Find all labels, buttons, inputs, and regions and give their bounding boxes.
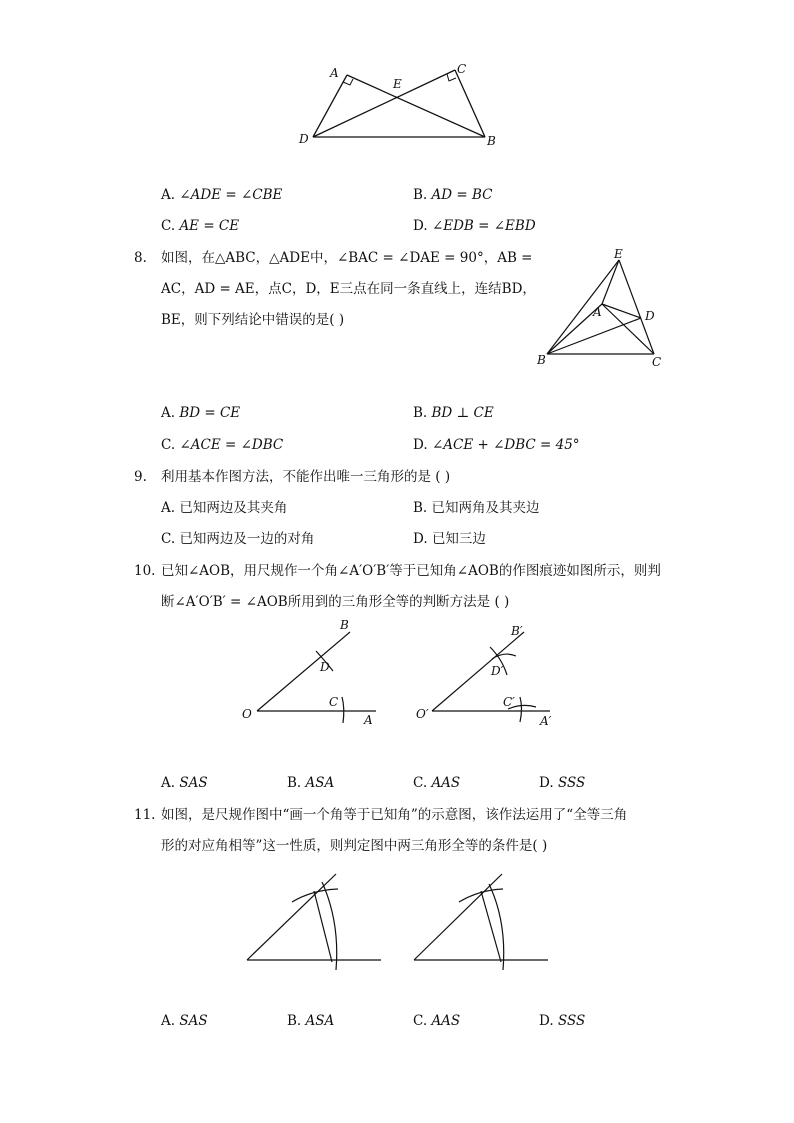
q10-figure-right — [412, 615, 562, 730]
q10-option-b[interactable]: B. ASA — [287, 775, 335, 791]
q7-figure — [290, 55, 510, 155]
fig8-label-C: C — [652, 355, 662, 369]
q7-option-d[interactable]: D. ∠EDB = ∠EBD — [413, 218, 536, 234]
q10-option-d[interactable]: D. SSS — [539, 775, 586, 791]
q8-stem-line3: BE，则下列结论中错误的是( ) — [161, 312, 345, 328]
fig10-left-label-B: B — [340, 618, 349, 632]
q9-number: 9. — [134, 469, 147, 485]
fig7-label-C: C — [457, 62, 467, 76]
fig8-label-D: D — [645, 309, 655, 323]
q11-option-b[interactable]: B. ASA — [287, 1013, 335, 1029]
q9-option-b[interactable]: B. 已知两角及其夹边 — [413, 500, 540, 516]
q11-number: 11. — [134, 807, 156, 823]
q7-option-b[interactable]: B. AD = BC — [413, 187, 493, 203]
fig10-right-label-O: O′ — [416, 707, 429, 721]
q10-number: 10. — [134, 563, 156, 579]
fig10-right-label-A: A′ — [540, 714, 552, 728]
q10-figure-left — [238, 615, 388, 730]
fig10-left-label-D: D — [320, 660, 330, 674]
q9-option-a[interactable]: A. 已知两边及其夹角 — [161, 500, 288, 516]
q8-stem-line2: AC，AD = AE，点C，D，E三点在同一条直线上，连结BD， — [161, 281, 536, 297]
q10-stem-line1: 已知∠AOB，用尺规作一个角∠A′O′B′等于已知角∠AOB的作图痕迹如图所示，则判 — [161, 563, 661, 579]
q8-stem-line1: 如图，在△ABC，△ADE中，∠BAC = ∠DAE = 90°，AB = — [161, 250, 533, 266]
fig10-right-label-C: C′ — [503, 695, 515, 709]
fig8-label-A: A — [593, 305, 602, 319]
fig10-right-label-D: D′ — [491, 664, 504, 678]
q7-option-c[interactable]: C. AE = CE — [161, 218, 240, 234]
q10-option-a[interactable]: A. SAS — [161, 775, 208, 791]
q11-stem-line2: 形的对应角相等”这一性质，则判定图中两三角形全等的条件是( ) — [161, 838, 548, 854]
q11-figure-left — [240, 862, 390, 977]
q9-option-c[interactable]: C. 已知两边及一边的对角 — [161, 531, 315, 547]
fig7-label-D: D — [299, 132, 309, 146]
q11-figure-right — [407, 862, 557, 977]
q7-option-a[interactable]: A. ∠ADE = ∠CBE — [161, 187, 283, 203]
q8-figure — [530, 240, 680, 375]
fig10-left-label-O: O — [242, 707, 252, 721]
q10-option-c[interactable]: C. AAS — [413, 775, 461, 791]
fig7-label-E: E — [393, 77, 402, 91]
fig10-left-label-A: A — [364, 713, 373, 727]
q9-option-d[interactable]: D. 已知三边 — [413, 531, 486, 547]
fig8-label-E: E — [614, 247, 623, 261]
q11-option-a[interactable]: A. SAS — [161, 1013, 208, 1029]
q8-option-a[interactable]: A. BD = CE — [161, 405, 241, 421]
fig10-right-label-B: B′ — [511, 624, 523, 638]
q8-number: 8. — [134, 250, 147, 266]
q8-option-b[interactable]: B. BD ⊥ CE — [413, 405, 494, 421]
q10-stem-line2: 断∠A′O′B′ = ∠AOB所用到的三角形全等的判断方法是 ( ) — [161, 594, 510, 610]
q8-option-c[interactable]: C. ∠ACE = ∠DBC — [161, 437, 284, 453]
q8-option-d[interactable]: D. ∠ACE + ∠DBC = 45° — [413, 437, 580, 453]
fig8-label-B: B — [537, 353, 546, 367]
fig7-label-A: A — [330, 66, 339, 80]
fig10-left-label-C: C — [329, 695, 339, 709]
q9-stem: 利用基本作图方法，不能作出唯一三角形的是 ( ) — [161, 469, 451, 485]
q11-option-c[interactable]: C. AAS — [413, 1013, 461, 1029]
q11-option-d[interactable]: D. SSS — [539, 1013, 586, 1029]
fig7-label-B: B — [487, 134, 496, 148]
q11-stem-line1: 如图，是尺规作图中“画一个角等于已知角”的示意图，该作法运用了“全等三角 — [161, 807, 628, 823]
